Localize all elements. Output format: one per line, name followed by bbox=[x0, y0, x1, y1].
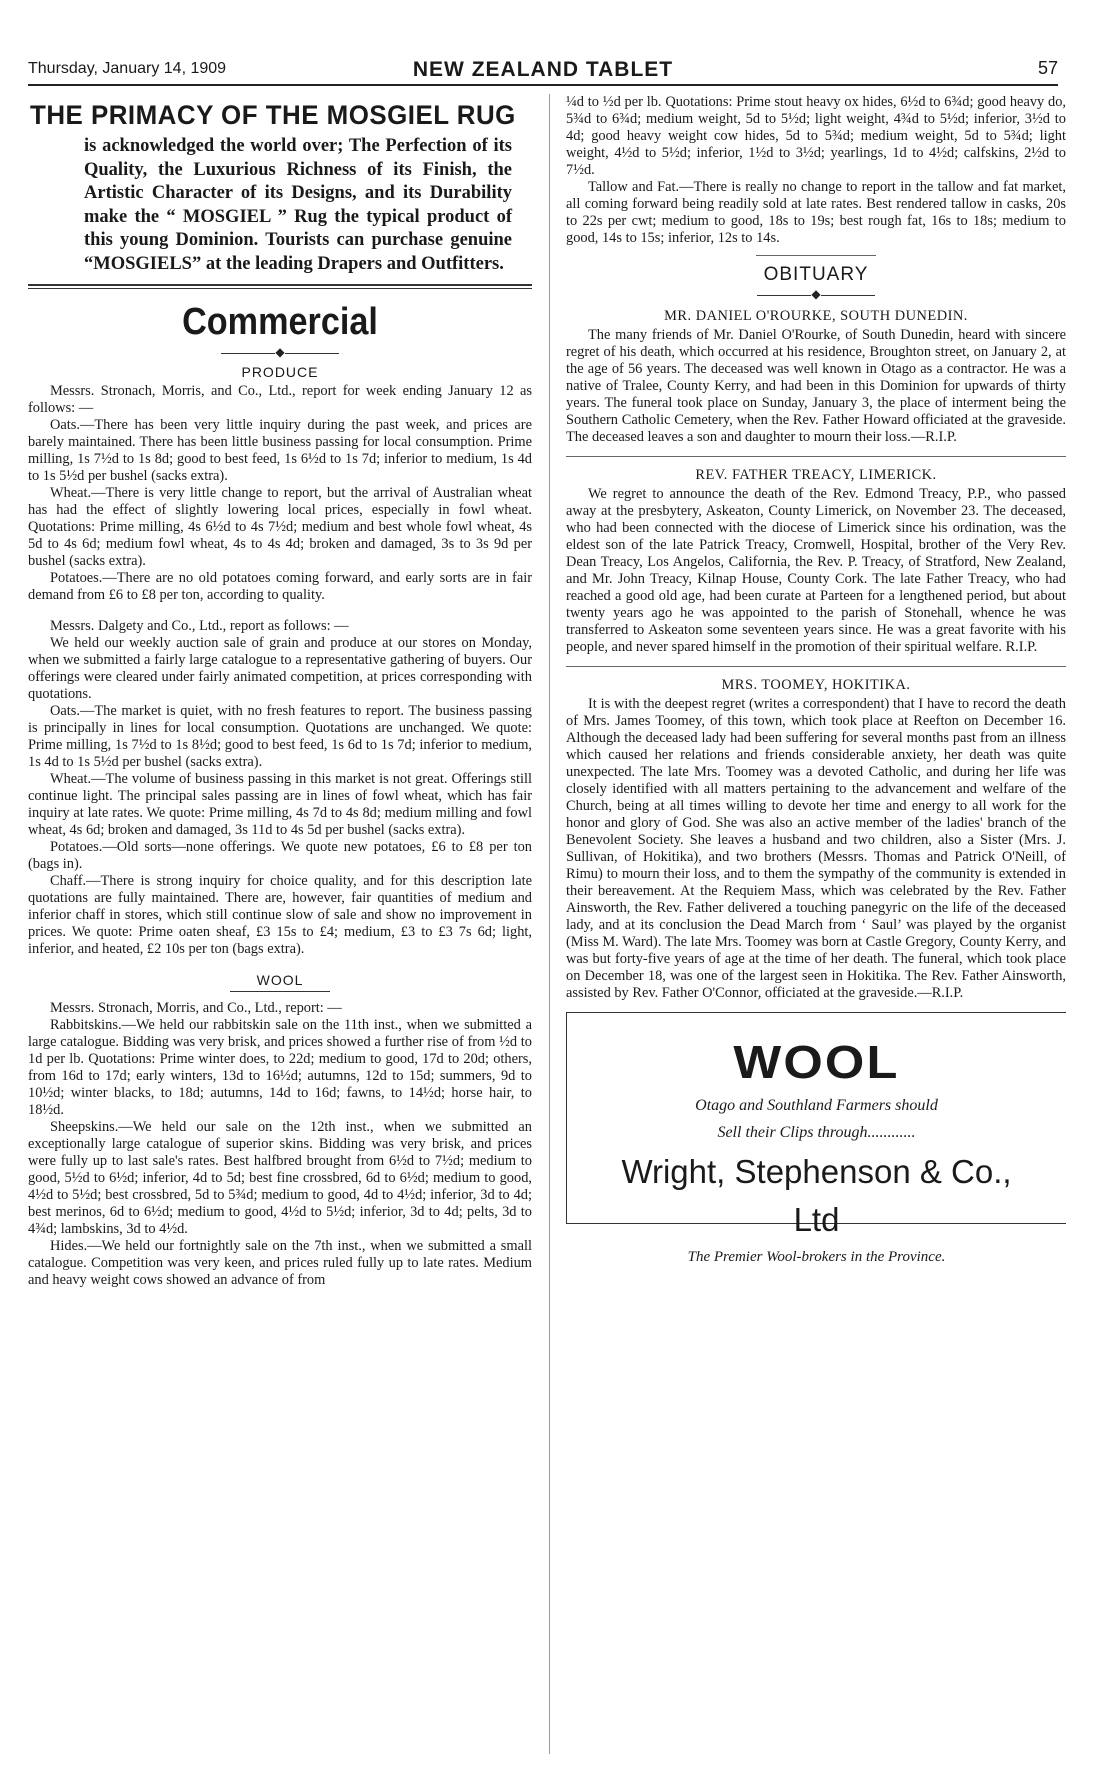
dalgety-paragraph: Wheat.—The volume of business passing in this market is not great. Offerings still continue light. The principal sales passing are in lines of fowl wheat, which has fair inquiry at late rates. We quote: Prime milling, 4s 7d to 4s 8d; medium milling and fowl wheat, 4s 6d; broken and damaged, 3s 11d to 4s 5d per bushel (sacks extra). bbox=[28, 771, 532, 838]
wool-heading: WOOL bbox=[256, 972, 304, 988]
hides-continuation: ¼d to ½d per lb. Quotations: Prime stout heavy ox hides, 6½d to 6¾d; good heavy do, 5¾d to 6¾d; medium weight, 5d to 5½d; light weight, 4¾d to 5½d; inferior, 3½d to 4d; good heavy weight cow hides, 5d to 5¾d; medium weight, 5d to 5¾d; light weight, 4½d to 5½d; inferior, 1½d to 3½d; yearlings, 1d to 4½d; calfskins, 2½d to 7½d. bbox=[566, 94, 1066, 178]
produce-paragraph: Oats.—There has been very little inquiry during the past week, and prices are barely maintained. There has been little business passing for local consumption. Prime milling, 1s 7½d to 1s 8d; good to best feed, 1s 6½d to 1s 7d; inferior to medium, 1s 4d to 1s 5½d per bushel (sacks extra). bbox=[28, 417, 532, 484]
publication-title: NEW ZEALAND TABLET bbox=[412, 58, 674, 81]
obituary-rule bbox=[566, 666, 1066, 667]
produce-paragraph: Potatoes.—There are no old potatoes coming forward, and early sorts are in fair demand from £6 to £8 per ton, according to quality. bbox=[28, 570, 532, 603]
dalgety-paragraph: Oats.—The market is quiet, with no fresh features to report. The business passing is principally in lines for local consumption. Quotations are unchanged. We quote: Prime milling, 1s 7½d to 1s 8½d; good to best feed, 1s 6d to 1s 7d; inferior to medium, 1s 4d to 1s 5½d per bushel (sacks extra). bbox=[28, 703, 532, 770]
dalgety-paragraph: We held our weekly auction sale of grain and produce at our stores on Monday, when we submitted a fairly large catalogue to a representative gathering of buyers. Our offerings were cleared under fairly animated competition, at prices corresponding with quotations. bbox=[28, 635, 532, 702]
wool-ad-line: Sell their Clips through............ bbox=[717, 1124, 916, 1141]
section-rule bbox=[756, 255, 876, 256]
obituary-title: OBITUARY bbox=[763, 264, 869, 285]
column-divider bbox=[549, 94, 550, 1754]
section-divider bbox=[28, 284, 532, 289]
ornament-divider: ◆ bbox=[28, 346, 532, 358]
wool-ad-firm-suffix: Ltd bbox=[793, 1201, 840, 1238]
wool-ad-title: WOOL bbox=[733, 1036, 900, 1088]
left-column bbox=[28, 94, 532, 1767]
obituary-text: It is with the deepest regret (writes a correspondent) that I have to record the death of Mrs. James Toomey, of this town, which took place at Reefton on December 16. Although the deceased lady had been suffering for several months past from an illness which caused her relations and friends considerable anxiety, her death was quite unexpected. The late Mrs. Toomey was a devoted Catholic, and during her life was closely identified with all matters pertaining to the advancement and welfare of the Church, being at all times willing to devote her time and energy to all work for the honor and glory of God. She was also an active member of the ladies' branch of the Benevolent Society. She leaves a husband and two children, also a Sister (Mrs. J. Sullivan, of Hokitika), and two brothers (Messrs. Thomas and Patrick O'Neill, of Rimu) to mourn their loss, and to them the sympathy of the community is extended in their bereavement. At the Requiem Mass, which was celebrated by the Rev. Father Ainsworth, the Rev. Father delivered a touching panegyric on the life of the deceased lady, and at its conclusion the Dead March from ‘ Saul’ was played by the organist (Miss M. Ward). The late Mrs. Toomey was born at Castle Gregory, County Kerry, and was but forty-five years of age at the time of her death. The funeral, which took place on December 18, was one of the largest seen in Hokitika. The Rev. Father Ainsworth, assisted by Rev. Father O'Connor, officiated at the graveside.—R.I.P. bbox=[566, 696, 1066, 1001]
wool-paragraph: Sheepskins.—We held our sale on the 12th inst., when we submitted an exceptionally large catalogue of superior skins. Bidding was very brisk, and prices were fully up to last sale's rates. Best halfbred brought from 6½d to 7½d; medium to good, 5½d to 6½d; inferior, 4d to 5d; best fine crossbred, 6d to 6½d; medium to good, 4½d to 5½d; best crossbred, 5d to 5¾d; medium to good, 4d to 4½d; inferior, 3d to 4d; best merinos, 6d to 6½d; medium to good, 4½d to 5½d; inferior, 3d to 4d; pelts, 3d to 4¾d; lambskins, 3d to 4½d. bbox=[28, 1119, 532, 1237]
wool-ad-firm: Wright, Stephenson & Co., bbox=[621, 1153, 1012, 1190]
ornament-divider: ◆ bbox=[566, 288, 1066, 300]
obituary-rule bbox=[566, 456, 1066, 457]
wool-ad-line: Otago and Southland Farmers should bbox=[695, 1097, 938, 1114]
produce-paragraph: Messrs. Stronach, Morris, and Co., Ltd., report for week ending January 12 as follows: — bbox=[28, 383, 532, 416]
wool-advertisement bbox=[566, 1012, 1066, 1265]
dalgety-paragraph: Chaff.—There is strong inquiry for choice quality, and for this description late quotations are fully maintained. There are, however, fair quantities of medium and inferior chaff in stores, which still continue slow of sale and show no improvement in prices. We quote: Prime oaten sheaf, £3 15s to £4; medium, £3 to £3 7s 6d; light, inferior, and heated, £2 10s per ton (bags extra). bbox=[28, 873, 532, 957]
obituary-name: REV. FATHER TREACY, LIMERICK. bbox=[695, 467, 937, 483]
masthead bbox=[28, 58, 1058, 86]
mosgiel-ad-headline: THE PRIMACY OF THE MOSGIEL RUG bbox=[30, 100, 516, 130]
wool-paragraph: Messrs. Stronach, Morris, and Co., Ltd., report: — bbox=[50, 1000, 342, 1016]
obituary-name: MR. DANIEL O'ROURKE, SOUTH DUNEDIN. bbox=[664, 308, 968, 324]
wool-paragraph: Hides.—We held our fortnightly sale on the 7th inst., when we submitted a small catalogue. Competition was very keen, and prices ruled fully up to late rates. Medium and heavy weight cows showed an advance of from bbox=[28, 1238, 532, 1288]
commercial-title: Commercial bbox=[182, 301, 378, 343]
obituary-text: The many friends of Mr. Daniel O'Rourke, of South Dunedin, heard with sincere regret of his death, which occurred at his residence, Broughton street, on January 2, at the age of 56 years. The deceased was well known in Otago as a contractor. He was a native of Tralee, County Kerry, and had been in this Dominion for upwards of thirty years. The funeral took place on Sunday, January 3, the place of interment being the Southern Catholic Cemetery, when the Rev. Father Howard officiated at the graveside. The deceased leaves a son and daughter to mourn their loss.—R.I.P. bbox=[566, 327, 1066, 445]
mosgiel-ad-body: is acknowledged the world over; The Perfection of its Quality, the Luxurious Richness of its Finish, the Artistic Character of its Designs, and its Durability make the “ MOSGIEL ” Rug the typical product of this young Dominion. Tourists can purchase genuine “MOSGIELS” at the leading Drapers and Outfitters. bbox=[84, 136, 512, 274]
obituary-name: MRS. TOOMEY, HOKITIKA. bbox=[721, 677, 911, 693]
produce-heading: PRODUCE bbox=[241, 364, 319, 380]
obituary-text: We regret to announce the death of the Rev. Edmond Treacy, P.P., who passed away at the presbytery, Askeaton, County Limerick, on November 23. The deceased, who had been connected with the diocese of Limerick since his ordination, was the eldest son of the late Patrick Treacy, Cromwell, Hospital, brother of the Very Rev. Dean Treacy, Los Angelos, California, the Rev. P. Treacy, of Stratford, New Zealand, and Mr. John Treacy, Kilnap House, County Cork. The late Father Treacy, who had reached a good old age, had been curate at Parteen for a lengthened period, but about twenty years ago he was appointed to the parish of Stonehall, whence he was transferred to Askeaton some seventeen years since. He was a great favorite with his people, and never spared himself in the promotion of their spiritual welfare. R.I.P. bbox=[566, 486, 1066, 655]
right-column bbox=[566, 94, 1066, 1767]
dalgety-paragraph: Messrs. Dalgety and Co., Ltd., report as follows: — bbox=[50, 618, 349, 634]
dalgety-paragraph: Potatoes.—Old sorts—none offerings. We quote new potatoes, £6 to £8 per ton (bags in). bbox=[28, 839, 532, 872]
wool-paragraph: Rabbitskins.—We held our rabbitskin sale on the 11th inst., when we submitted a large catalogue. Bidding was very brisk, and prices showed a further rise of from ½d to 1d per lb. Quotations: Prime winter does, to 22d; medium to good, 17d to 20d; others, from 16d to 17d; early winters, 13d to 16½d; autumns, 12d to 15d; summers, 9d to 10½d; winter blacks, to 18d; autumns, 14d to 16d; fawns, to 14½d; horse hair, to 18½d. bbox=[28, 1017, 532, 1118]
produce-paragraph: Wheat.—There is very little change to report, but the arrival of Australian wheat has had the effect of slightly lowering local prices, especially in fowl wheat. Quotations: Prime milling, 4s 6½d to 4s 7½d; medium and best whole fowl wheat, 4s 5d to 4s 6d; medium fowl wheat, 4s to 4s 4d; broken and damaged, 3s to 3s 9d per bushel (sacks extra). bbox=[28, 485, 532, 569]
tallow-paragraph: Tallow and Fat.—There is really no change to report in the tallow and fat market, all coming forward being readily sold at late rates. Best rendered tallow in casks, 20s to 22s per cwt; medium to good, 18s to 19s; best rough fat, 16s to 18s; medium to good, 14s to 15s; inferior, 12s to 14s. bbox=[566, 179, 1066, 246]
issue-date: Thursday, January 14, 1909 bbox=[28, 60, 227, 77]
page-number: 57 bbox=[1037, 58, 1058, 78]
wool-heading-rule bbox=[230, 991, 330, 992]
wool-ad-tagline: The Premier Wool-brokers in the Province. bbox=[687, 1249, 946, 1265]
